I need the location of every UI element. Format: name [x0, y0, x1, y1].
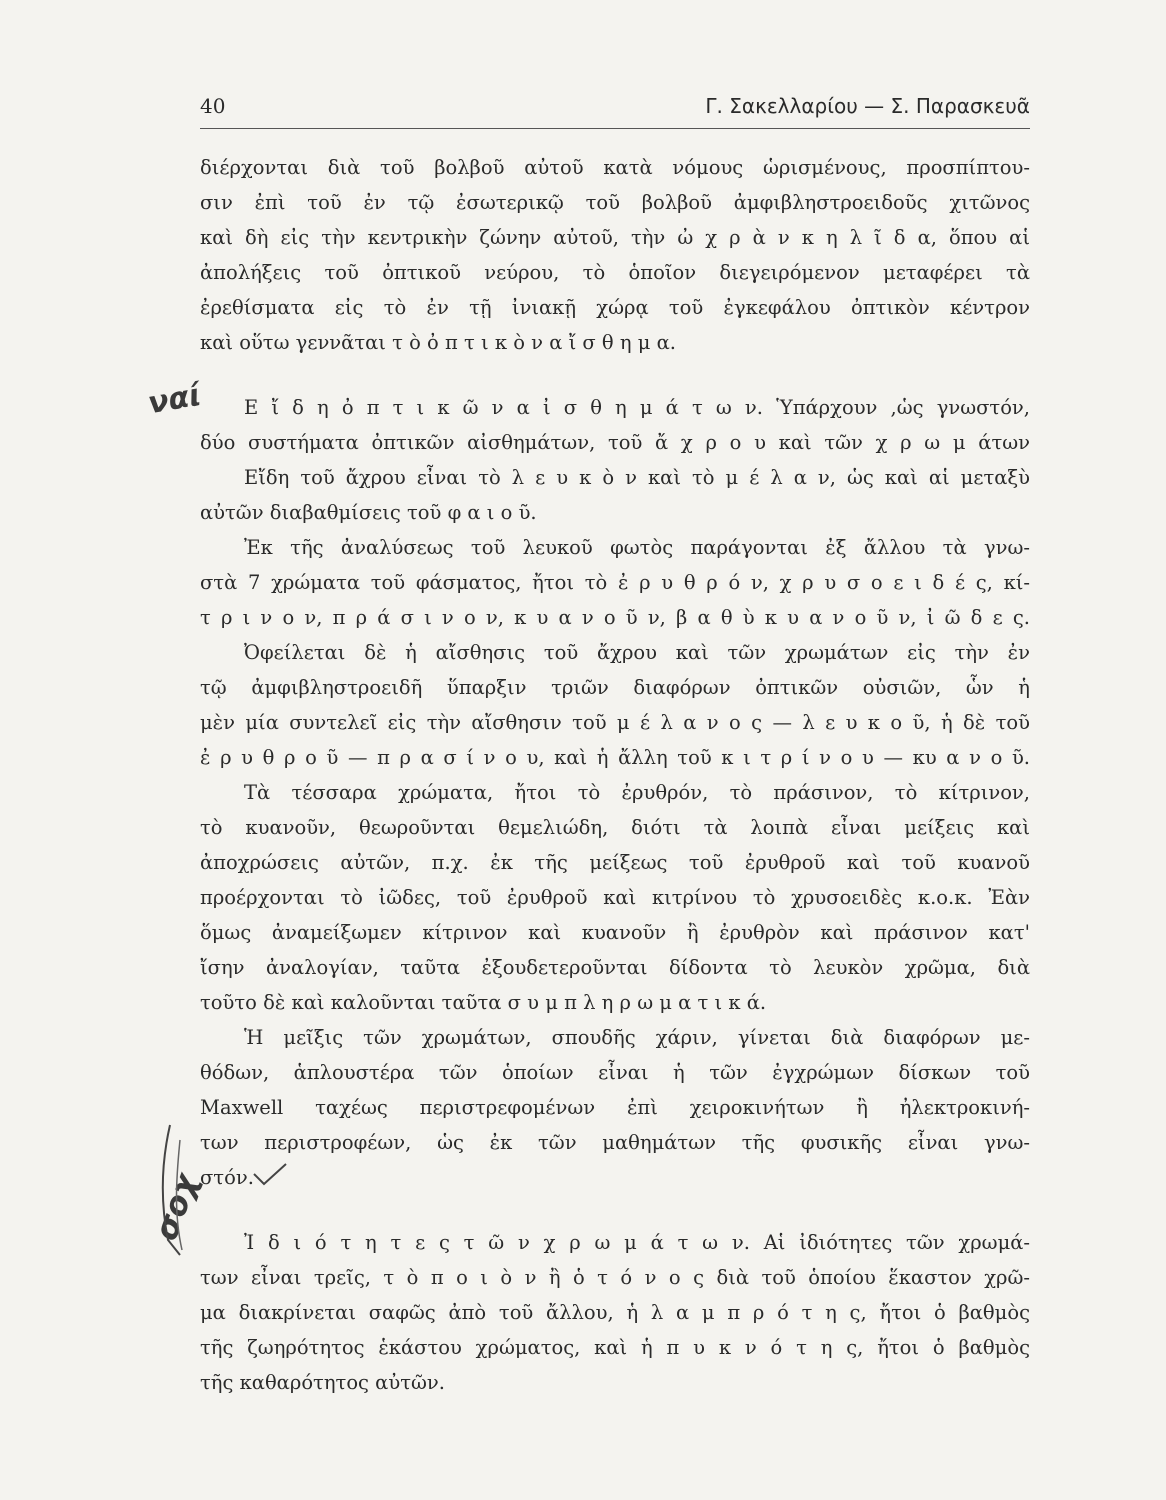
text-line: μὲν μία συντελεῖ εἰς τὴν αἴσθησιν τοῦ μ έ λ α ν ο ς — λ ε υ κ ο ῦ, ἡ δὲ τοῦ [200, 711, 1030, 734]
text-line: των περιστροφέων, ὡς ἐκ τῶν μαθημάτων τῆς φυσικῆς εἶναι γνω- [200, 1131, 1030, 1154]
text-line: στόν. [200, 1166, 254, 1189]
page-header [200, 94, 1030, 124]
text-line: τῆς καθαρότητος αὐτῶν. [200, 1371, 445, 1394]
text-line: τῆς ζωηρότητος ἑκάστου χρώματος, καὶ ἡ π υ κ ν ό τ η ς, ἤτοι ὁ βαθμὸς [200, 1336, 1030, 1359]
text-line: Ἡ μεῖξις τῶν χρωμάτων, σπουδῆς χάριν, γίνεται διὰ διαφόρων με- [244, 1026, 1030, 1049]
handwritten-note-nai: ναί [145, 377, 204, 422]
text-line: διέρχονται διὰ τοῦ βολβοῦ αὐτοῦ κατὰ νόμους ὡρισμένους, προσπίπτου- [200, 156, 1030, 179]
handwritten-note-margin: σοχ [146, 1168, 206, 1246]
text-line: ἐ ρ υ θ ρ ο ῦ — π ρ α σ ί ν ο υ, καὶ ἡ ἄλλη τοῦ κ ι τ ρ ί ν ο υ — κυ α ν ο ῦ. [200, 746, 1030, 769]
section-heading-line: Ἰ δ ι ό τ η τ ε ς τ ῶ ν χ ρ ω μ ά τ ω ν. Αἱ ἰδιότητες τῶν χρωμά- [244, 1231, 1030, 1254]
text-line: αὐτῶν διαβαθμίσεις τοῦ φ α ι ο ῦ. [200, 501, 537, 524]
text-line: τὸ κυανοῦν, θεωροῦνται θεμελιώδη, διότι τὰ λοιπὰ εἶναι μείξεις καὶ [200, 816, 1030, 839]
text-line: καὶ δὴ εἰς τὴν κεντρικὴν ζώνην αὐτοῦ, τὴν ὠ χ ρ ὰ ν κ η λ ῖ δ α, ὅπου αἱ [200, 226, 1030, 249]
text-line: ὅμως ἀναμείξωμεν κίτρινον καὶ κυανοῦν ἢ ἐρυθρὸν καὶ πράσινον κατ' [200, 921, 1030, 944]
text-line: ἐρεθίσματα εἰς τὸ ἐν τῇ ἰνιακῇ χώρᾳ τοῦ ἐγκεφάλου ὀπτικὸν κέντρον [200, 296, 1030, 319]
text-line: δύο συστήματα ὀπτικῶν αἰσθημάτων, τοῦ ἄ χ ρ ο υ καὶ τῶν χ ρ ω μ άτων [200, 431, 1030, 454]
text-line: καὶ οὕτω γεννᾶται τ ὸ ὀ π τ ι κ ὸ ν α ἴ σ θ η μ α. [200, 331, 676, 354]
header-rule [200, 128, 1030, 129]
paragraph-gap [200, 1195, 1030, 1225]
text-line: Τὰ τέσσαρα χρώματα, ἤτοι τὸ ἐρυθρόν, τὸ πράσινον, τὸ κίτρινον, [244, 781, 1030, 804]
text-line: Maxwell ταχέως περιστρεφομένων ἐπὶ χειροκινήτων ἢ ἠλεκτροκινή- [200, 1096, 1030, 1119]
text-line: ἴσην ἀναλογίαν, ταῦτα ἐξουδετεροῦνται δίδοντα τὸ λευκὸν χρῶμα, διὰ [200, 956, 1030, 979]
text-line: τοῦτο δὲ καὶ καλοῦνται ταῦτα σ υ μ π λ η ρ ω μ α τ ι κ ά. [200, 991, 767, 1014]
running-head: Γ. Σακελλαρίου — Σ. Παρασκευᾶ [705, 94, 1030, 118]
text-line: ἀπολήξεις τοῦ ὀπτικοῦ νεύρου, τὸ ὁποῖον διεγειρόμενον μεταφέρει τὰ [200, 261, 1030, 284]
text-line: προέρχονται τὸ ἰῶδες, τοῦ ἐρυθροῦ καὶ κιτρίνου τὸ χρυσοειδὲς κ.ο.κ. Ἐὰν [200, 886, 1030, 909]
text-line: στὰ 7 χρώματα τοῦ φάσματος, ἤτοι τὸ ἐ ρ υ θ ρ ό ν, χ ρ υ σ ο ε ι δ έ ς, κί- [200, 571, 1030, 594]
text-line: των εἶναι τρεῖς, τ ὸ π ο ι ὸ ν ἢ ὁ τ ό ν ο ς διὰ τοῦ ὁποίου ἕκαστον χρῶ- [200, 1266, 1030, 1289]
text-line: τῷ ἀμφιβληστροειδῆ ὕπαρξιν τριῶν διαφόρων ὀπτικῶν οὐσιῶν, ὧν ἡ [200, 676, 1030, 699]
text-line: θόδων, ἁπλουστέρα τῶν ὁποίων εἶναι ἡ τῶν ἐγχρώμων δίσκων τοῦ [200, 1061, 1030, 1084]
text-line: Εἴδη τοῦ ἄχρου εἶναι τὸ λ ε υ κ ὸ ν καὶ τὸ μ έ λ α ν, ὡς καὶ αἱ μεταξὺ [244, 466, 1030, 489]
text-line: ἀποχρώσεις αὐτῶν, π.χ. ἐκ τῆς μείξεως τοῦ ἐρυθροῦ καὶ τοῦ κυανοῦ [200, 851, 1030, 874]
text-line: μα διακρίνεται σαφῶς ἀπὸ τοῦ ἄλλου, ἡ λ α μ π ρ ό τ η ς, ἤτοι ὁ βαθμὸς [200, 1301, 1030, 1324]
text-line: Ὀφείλεται δὲ ἡ αἴσθησις τοῦ ἄχρου καὶ τῶν χρωμάτων εἰς τὴν ἐν [244, 641, 1030, 664]
section-heading-line: Ε ἴ δ η ὀ π τ ι κ ῶ ν α ἰ σ θ η μ ά τ ω ν. Ὑπάρχουν ,ὡς γνωστόν, [244, 396, 1030, 419]
text-line: τ ρ ι ν ο ν, π ρ ά σ ι ν ο ν, κ υ α ν ο ῦ ν, β α θ ὺ κ υ α ν ο ῦ ν, ἰ ῶ δ ε ς. [200, 606, 1030, 629]
body-text [200, 150, 1030, 1400]
paragraph-gap [200, 360, 1030, 390]
page-number: 40 [200, 94, 226, 118]
text-line: σιν ἐπὶ τοῦ ἐν τῷ ἐσωτερικῷ τοῦ βολβοῦ ἀμφιβληστροειδοῦς χιτῶνος [200, 191, 1030, 214]
text-line: Ἐκ τῆς ἀναλύσεως τοῦ λευκοῦ φωτὸς παράγονται ἐξ ἄλλου τὰ γνω- [244, 536, 1030, 559]
